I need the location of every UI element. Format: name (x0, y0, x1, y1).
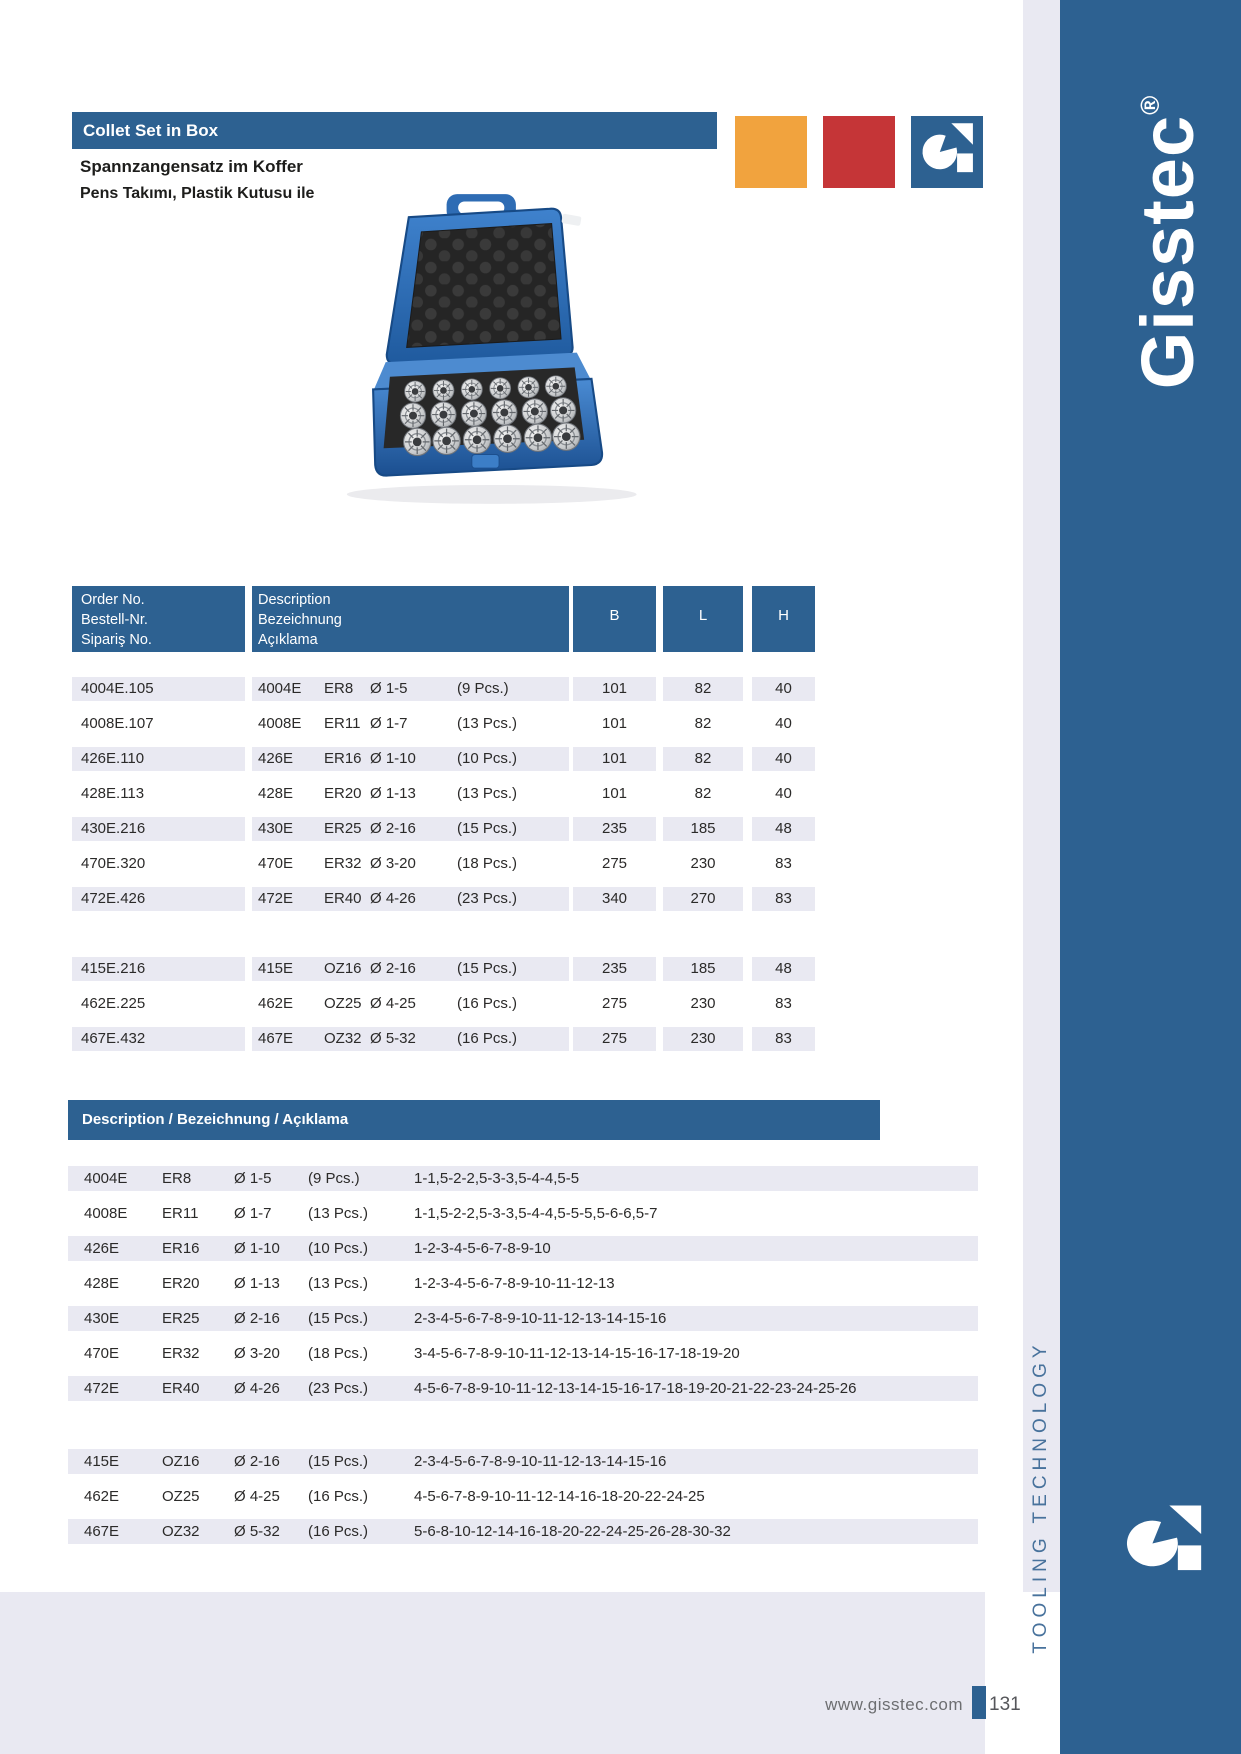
item-sizes: 2-3-4-5-6-7-8-9-10-11-12-13-14-15-16 (414, 1310, 667, 1327)
value-h: 40 (775, 715, 792, 732)
order-no: 462E.225 (81, 995, 146, 1012)
value-l: 230 (690, 855, 716, 872)
value-b: 101 (601, 715, 628, 732)
value-l: 82 (694, 785, 712, 802)
order-no: 470E.320 (81, 855, 146, 872)
item-type: ER8 (162, 1170, 192, 1187)
item-type: ER40 (162, 1380, 200, 1397)
value-h: 40 (752, 677, 815, 701)
item-pcs: (10 Pcs.) (308, 1240, 369, 1257)
order-no: 426E.110 (72, 747, 245, 771)
table-row (0, 852, 1241, 876)
subtitle-german: Spannzangensatz im Koffer (80, 157, 303, 176)
desc-type: ER16 (324, 750, 362, 767)
contents-table-header: Description / Bezeichnung / Açıklama (68, 1100, 880, 1140)
table-row (0, 1027, 1241, 1051)
value-b: 340 (573, 887, 656, 911)
gisstec-logo-icon (911, 116, 983, 188)
table-row (0, 677, 1241, 701)
list-item (68, 1376, 978, 1401)
value-h: 83 (775, 995, 792, 1012)
desc-range: Ø 1-13 (370, 785, 416, 802)
list-item (68, 1166, 978, 1191)
desc-pcs: (15 Pcs.) (457, 820, 518, 837)
desc-type: OZ16 (324, 960, 362, 977)
description-cell (252, 887, 569, 911)
value-l: 82 (663, 677, 743, 701)
item-pcs: (13 Pcs.) (308, 1205, 369, 1222)
value-l: 185 (663, 817, 743, 841)
description-cell (252, 747, 569, 771)
brand-vertical-text (1105, 92, 1209, 392)
spec-header-h: H (752, 586, 815, 652)
item-range: Ø 4-25 (234, 1488, 280, 1505)
description-cell (252, 1027, 569, 1051)
desc-code: 415E (258, 960, 294, 977)
item-range: Ø 1-5 (234, 1170, 272, 1187)
desc-code: 426E (258, 750, 294, 767)
item-code: 4004E (84, 1170, 128, 1187)
item-type: ER16 (162, 1240, 200, 1257)
item-type: ER25 (162, 1310, 200, 1327)
spec-header-description (252, 586, 569, 652)
collet-case-photo (295, 192, 655, 507)
table-row (0, 992, 1241, 1016)
item-sizes: 4-5-6-7-8-9-10-11-12-14-16-18-20-22-24-25 (414, 1488, 705, 1505)
footer-band (0, 1592, 985, 1754)
item-pcs: (9 Pcs.) (308, 1170, 360, 1187)
desc-type: OZ25 (324, 995, 362, 1012)
item-pcs: (16 Pcs.) (308, 1523, 369, 1540)
desc-range: Ø 1-5 (370, 680, 408, 697)
desc-code: 472E (258, 890, 294, 907)
spec-header-l: L (663, 586, 743, 652)
item-range: Ø 1-7 (234, 1205, 272, 1222)
desc-code: 4008E (258, 715, 302, 732)
description-cell (252, 852, 569, 876)
list-item (68, 1519, 978, 1544)
value-h: 83 (752, 887, 815, 911)
desc-code: 428E (258, 785, 294, 802)
table-row (0, 782, 1241, 806)
desc-range: Ø 1-10 (370, 750, 416, 767)
item-code: 426E (84, 1240, 120, 1257)
value-h: 48 (752, 817, 815, 841)
spec-header-desc-de: Bezeichnung (258, 612, 342, 628)
item-code: 4008E (84, 1205, 128, 1222)
order-no: 4004E.105 (72, 677, 245, 701)
desc-type: ER11 (324, 715, 361, 732)
item-range: Ø 1-13 (234, 1275, 280, 1292)
value-b: 235 (573, 957, 656, 981)
description-cell (252, 677, 569, 701)
registered-mark: ® (1135, 94, 1165, 115)
gisstec-logo-icon-large (1110, 1496, 1216, 1591)
order-no: 415E.216 (72, 957, 245, 981)
item-range: Ø 2-16 (234, 1453, 280, 1470)
value-h: 83 (752, 1027, 815, 1051)
spec-header-b: B (573, 586, 656, 652)
value-b: 101 (573, 677, 656, 701)
desc-pcs: (10 Pcs.) (457, 750, 518, 767)
item-range: Ø 3-20 (234, 1345, 280, 1362)
table-row (0, 887, 1241, 911)
item-sizes: 1-2-3-4-5-6-7-8-9-10 (414, 1240, 551, 1257)
desc-pcs: (23 Pcs.) (457, 890, 518, 907)
desc-range: Ø 5-32 (370, 1030, 416, 1047)
item-sizes: 4-5-6-7-8-9-10-11-12-13-14-15-16-17-18-19-20-21-22-23-24-25-26 (414, 1380, 857, 1397)
value-h: 40 (752, 747, 815, 771)
value-l: 270 (663, 887, 743, 911)
value-b: 275 (601, 855, 628, 872)
list-item (68, 1484, 978, 1509)
desc-pcs: (13 Pcs.) (457, 785, 518, 802)
orange-accent-square (735, 116, 807, 188)
value-l: 82 (663, 747, 743, 771)
item-sizes: 2-3-4-5-6-7-8-9-10-11-12-13-14-15-16 (414, 1453, 667, 1470)
value-h: 48 (752, 957, 815, 981)
item-type: ER32 (162, 1345, 200, 1362)
item-type: OZ25 (162, 1488, 200, 1505)
item-pcs: (15 Pcs.) (308, 1453, 369, 1470)
desc-pcs: (18 Pcs.) (457, 855, 518, 872)
subtitle-turkish: Pens Takımı, Plastik Kutusu ile (80, 185, 315, 202)
list-item (68, 1236, 978, 1261)
desc-range: Ø 1-7 (370, 715, 408, 732)
list-item (68, 1306, 978, 1331)
item-code: 428E (84, 1275, 120, 1292)
page-number-square (972, 1686, 986, 1719)
list-item (68, 1271, 978, 1296)
description-cell (252, 992, 569, 1016)
value-l: 230 (663, 1027, 743, 1051)
item-pcs: (16 Pcs.) (308, 1488, 369, 1505)
table-row (0, 957, 1241, 981)
item-type: OZ16 (162, 1453, 200, 1470)
item-pcs: (13 Pcs.) (308, 1275, 369, 1292)
desc-type: ER40 (324, 890, 362, 907)
desc-code: 470E (258, 855, 294, 872)
desc-range: Ø 2-16 (370, 820, 416, 837)
item-pcs: (23 Pcs.) (308, 1380, 369, 1397)
desc-code: 430E (258, 820, 294, 837)
item-sizes: 5-6-8-10-12-14-16-18-20-22-24-25-26-28-30-32 (414, 1523, 731, 1540)
item-sizes: 1-1,5-2-2,5-3-3,5-4-4,5-5 (414, 1170, 580, 1187)
desc-range: Ø 4-25 (370, 995, 416, 1012)
desc-pcs: (16 Pcs.) (457, 995, 518, 1012)
item-code: 467E (84, 1523, 120, 1540)
order-no: 430E.216 (72, 817, 245, 841)
spec-header-order-tr: Sipariş No. (81, 632, 152, 648)
description-cell (252, 782, 569, 806)
page-title: Collet Set in Box (72, 112, 717, 149)
value-b: 235 (573, 817, 656, 841)
item-pcs: (15 Pcs.) (308, 1310, 369, 1327)
brand-name: Gisstec (1126, 114, 1209, 390)
desc-code: 467E (258, 1030, 294, 1047)
table-row (0, 712, 1241, 736)
value-l: 185 (663, 957, 743, 981)
order-no: 472E.426 (72, 887, 245, 911)
table-row (0, 747, 1241, 771)
value-l: 82 (694, 715, 712, 732)
item-sizes: 3-4-5-6-7-8-9-10-11-12-13-14-15-16-17-18-19-20 (414, 1345, 740, 1362)
item-code: 415E (84, 1453, 120, 1470)
spec-header-order (72, 586, 245, 652)
description-cell (252, 712, 569, 736)
desc-pcs: (15 Pcs.) (457, 960, 518, 977)
item-type: ER11 (162, 1205, 199, 1222)
spec-header-desc-en: Description (258, 592, 331, 608)
item-type: OZ32 (162, 1523, 200, 1540)
description-cell (252, 817, 569, 841)
list-item (68, 1201, 978, 1226)
spec-header-desc-tr: Açıklama (258, 632, 318, 648)
order-no: 4008E.107 (81, 715, 154, 732)
spec-header-order-de: Bestell-Nr. (81, 612, 148, 628)
desc-pcs: (13 Pcs.) (457, 715, 518, 732)
table-row (0, 817, 1241, 841)
desc-pcs: (9 Pcs.) (457, 680, 509, 697)
value-b: 101 (573, 747, 656, 771)
red-accent-square (823, 116, 895, 188)
desc-range: Ø 4-26 (370, 890, 416, 907)
desc-code: 4004E (258, 680, 302, 697)
item-code: 462E (84, 1488, 120, 1505)
item-sizes: 1-1,5-2-2,5-3-3,5-4-4,5-5-5,5-6-6,5-7 (414, 1205, 658, 1222)
item-range: Ø 2-16 (234, 1310, 280, 1327)
value-l: 230 (690, 995, 716, 1012)
value-b: 101 (601, 785, 628, 802)
desc-type: OZ32 (324, 1030, 362, 1047)
item-code: 430E (84, 1310, 120, 1327)
value-h: 83 (775, 855, 792, 872)
order-no: 467E.432 (72, 1027, 245, 1051)
desc-range: Ø 3-20 (370, 855, 416, 872)
desc-type: ER20 (324, 785, 362, 802)
item-pcs: (18 Pcs.) (308, 1345, 369, 1362)
desc-type: ER32 (324, 855, 362, 872)
item-code: 470E (84, 1345, 120, 1362)
value-b: 275 (601, 995, 628, 1012)
desc-code: 462E (258, 995, 294, 1012)
item-range: Ø 1-10 (234, 1240, 280, 1257)
item-code: 472E (84, 1380, 120, 1397)
item-sizes: 1-2-3-4-5-6-7-8-9-10-11-12-13 (414, 1275, 615, 1292)
desc-range: Ø 2-16 (370, 960, 416, 977)
website-link[interactable]: www.gisstec.com (825, 1695, 963, 1714)
desc-pcs: (16 Pcs.) (457, 1030, 518, 1047)
page-number: 131 (989, 1694, 1021, 1715)
item-range: Ø 4-26 (234, 1380, 280, 1397)
brand-tagline-vertical: TOOLING TECHNOLOGY (1030, 1340, 1051, 1654)
value-h: 40 (775, 785, 792, 802)
list-item (68, 1449, 978, 1474)
item-range: Ø 5-32 (234, 1523, 280, 1540)
order-no: 428E.113 (81, 785, 145, 802)
item-type: ER20 (162, 1275, 200, 1292)
description-cell (252, 957, 569, 981)
desc-type: ER25 (324, 820, 362, 837)
list-item (68, 1341, 978, 1366)
spec-header-order-en: Order No. (81, 592, 145, 608)
desc-type: ER8 (324, 680, 354, 697)
value-b: 275 (573, 1027, 656, 1051)
